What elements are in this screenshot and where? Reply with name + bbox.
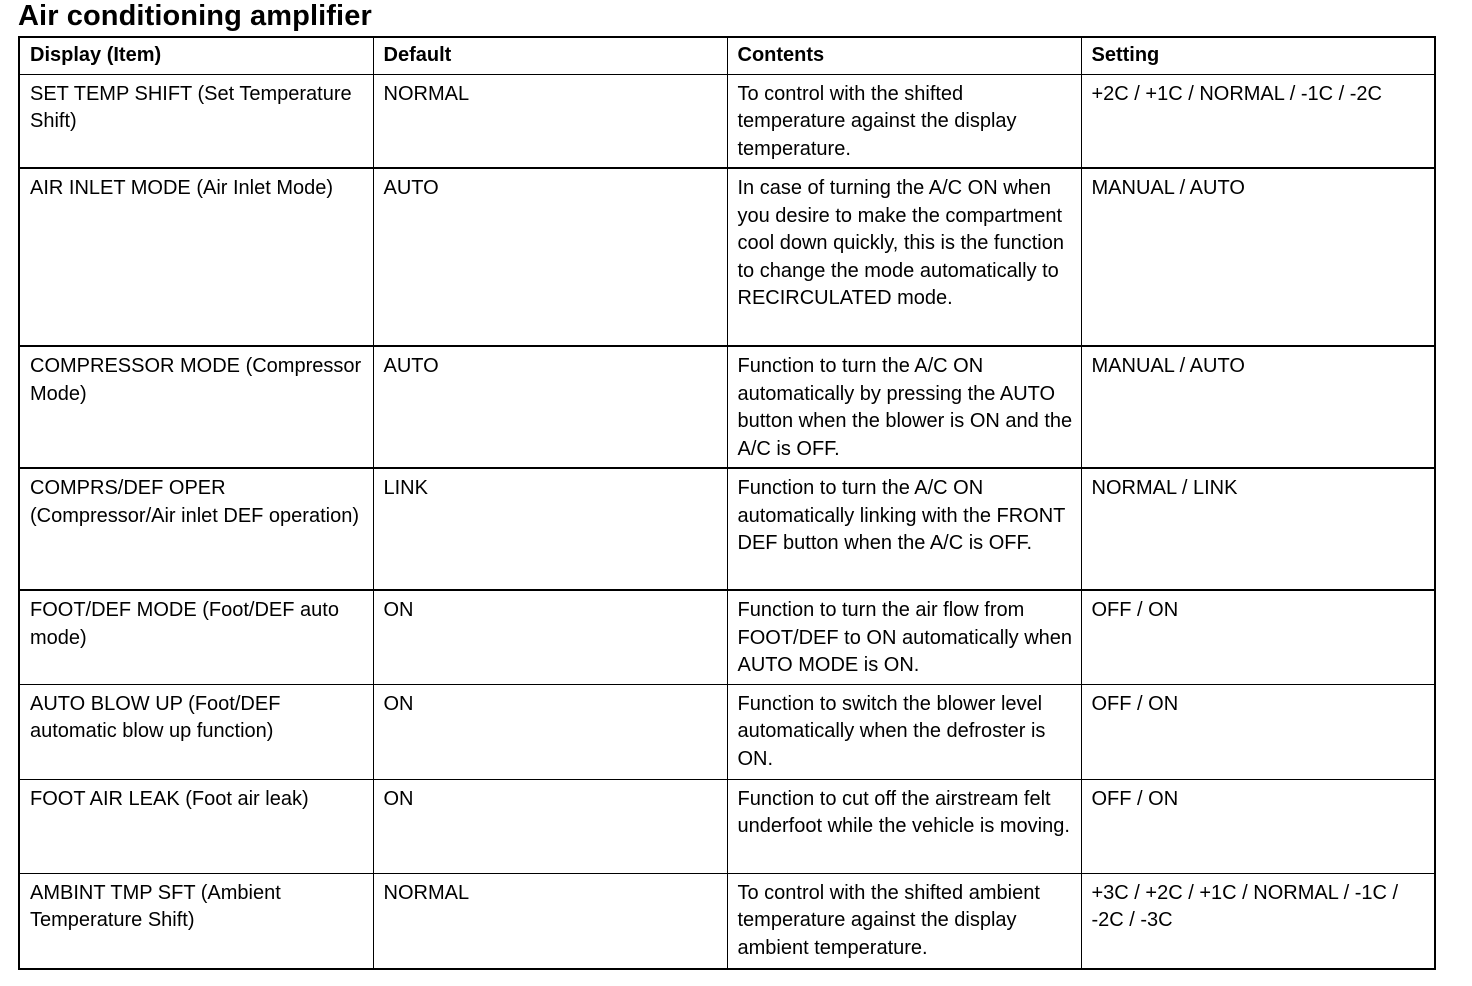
cell-contents: Function to cut off the airstream felt underfoot while the vehicle is moving. xyxy=(727,779,1081,873)
cell-setting: MANUAL / AUTO xyxy=(1081,168,1435,346)
table-header-row xyxy=(19,37,1435,74)
cell-default: ON xyxy=(373,684,727,779)
cell-display: AUTO BLOW UP (Foot/DEF automatic blow up function) xyxy=(19,684,373,779)
column-header-display: Display (Item) xyxy=(19,37,373,74)
cell-display: AMBINT TMP SFT (Ambient Temperature Shift) xyxy=(19,873,373,969)
cell-display: COMPRS/DEF OPER (Compressor/Air inlet DEF operation) xyxy=(19,468,373,590)
cell-setting: OFF / ON xyxy=(1081,590,1435,684)
table-row xyxy=(19,779,1435,873)
cell-display: FOOT/DEF MODE (Foot/DEF auto mode) xyxy=(19,590,373,684)
table-row xyxy=(19,346,1435,468)
table-row xyxy=(19,590,1435,684)
cell-default: ON xyxy=(373,590,727,684)
cell-setting: MANUAL / AUTO xyxy=(1081,346,1435,468)
column-header-default: Default xyxy=(373,37,727,74)
cell-contents: To control with the shifted ambient temperature against the display ambient temperature. xyxy=(727,873,1081,969)
cell-contents: Function to turn the air flow from FOOT/DEF to ON automatically when AUTO MODE is ON. xyxy=(727,590,1081,684)
cell-display: SET TEMP SHIFT (Set Temperature Shift) xyxy=(19,74,373,168)
table-row xyxy=(19,873,1435,969)
cell-display: FOOT AIR LEAK (Foot air leak) xyxy=(19,779,373,873)
cell-display: COMPRESSOR MODE (Compressor Mode) xyxy=(19,346,373,468)
table-row xyxy=(19,168,1435,346)
cell-setting: OFF / ON xyxy=(1081,684,1435,779)
table-row xyxy=(19,684,1435,779)
cell-setting: +2C / +1C / NORMAL / -1C / -2C xyxy=(1081,74,1435,168)
cell-setting: +3C / +2C / +1C / NORMAL / -1C / -2C / -3C xyxy=(1081,873,1435,969)
cell-default: AUTO xyxy=(373,346,727,468)
table-header xyxy=(19,37,1435,74)
cell-setting: NORMAL / LINK xyxy=(1081,468,1435,590)
cell-default: ON xyxy=(373,779,727,873)
page-title: Air conditioning amplifier xyxy=(18,0,372,32)
table-row xyxy=(19,468,1435,590)
table-body xyxy=(19,74,1435,969)
cell-display: AIR INLET MODE (Air Inlet Mode) xyxy=(19,168,373,346)
cell-default: AUTO xyxy=(373,168,727,346)
column-header-contents: Contents xyxy=(727,37,1081,74)
cell-contents: Function to turn the A/C ON automatically by pressing the AUTO button when the blower is ON and the A/C is OFF. xyxy=(727,346,1081,468)
table-row xyxy=(19,74,1435,168)
cell-default: NORMAL xyxy=(373,873,727,969)
cell-contents: Function to turn the A/C ON automatically linking with the FRONT DEF button when the A/C is OFF. xyxy=(727,468,1081,590)
cell-contents: Function to switch the blower level automatically when the defroster is ON. xyxy=(727,684,1081,779)
cell-default: NORMAL xyxy=(373,74,727,168)
settings-table xyxy=(18,36,1436,970)
cell-default: LINK xyxy=(373,468,727,590)
cell-contents: In case of turning the A/C ON when you desire to make the compartment cool down quickly, this is the function to change the mode automatically to RECIRCULATED mode. xyxy=(727,168,1081,346)
column-header-setting: Setting xyxy=(1081,37,1435,74)
cell-setting: OFF / ON xyxy=(1081,779,1435,873)
cell-contents: To control with the shifted temperature against the display temperature. xyxy=(727,74,1081,168)
